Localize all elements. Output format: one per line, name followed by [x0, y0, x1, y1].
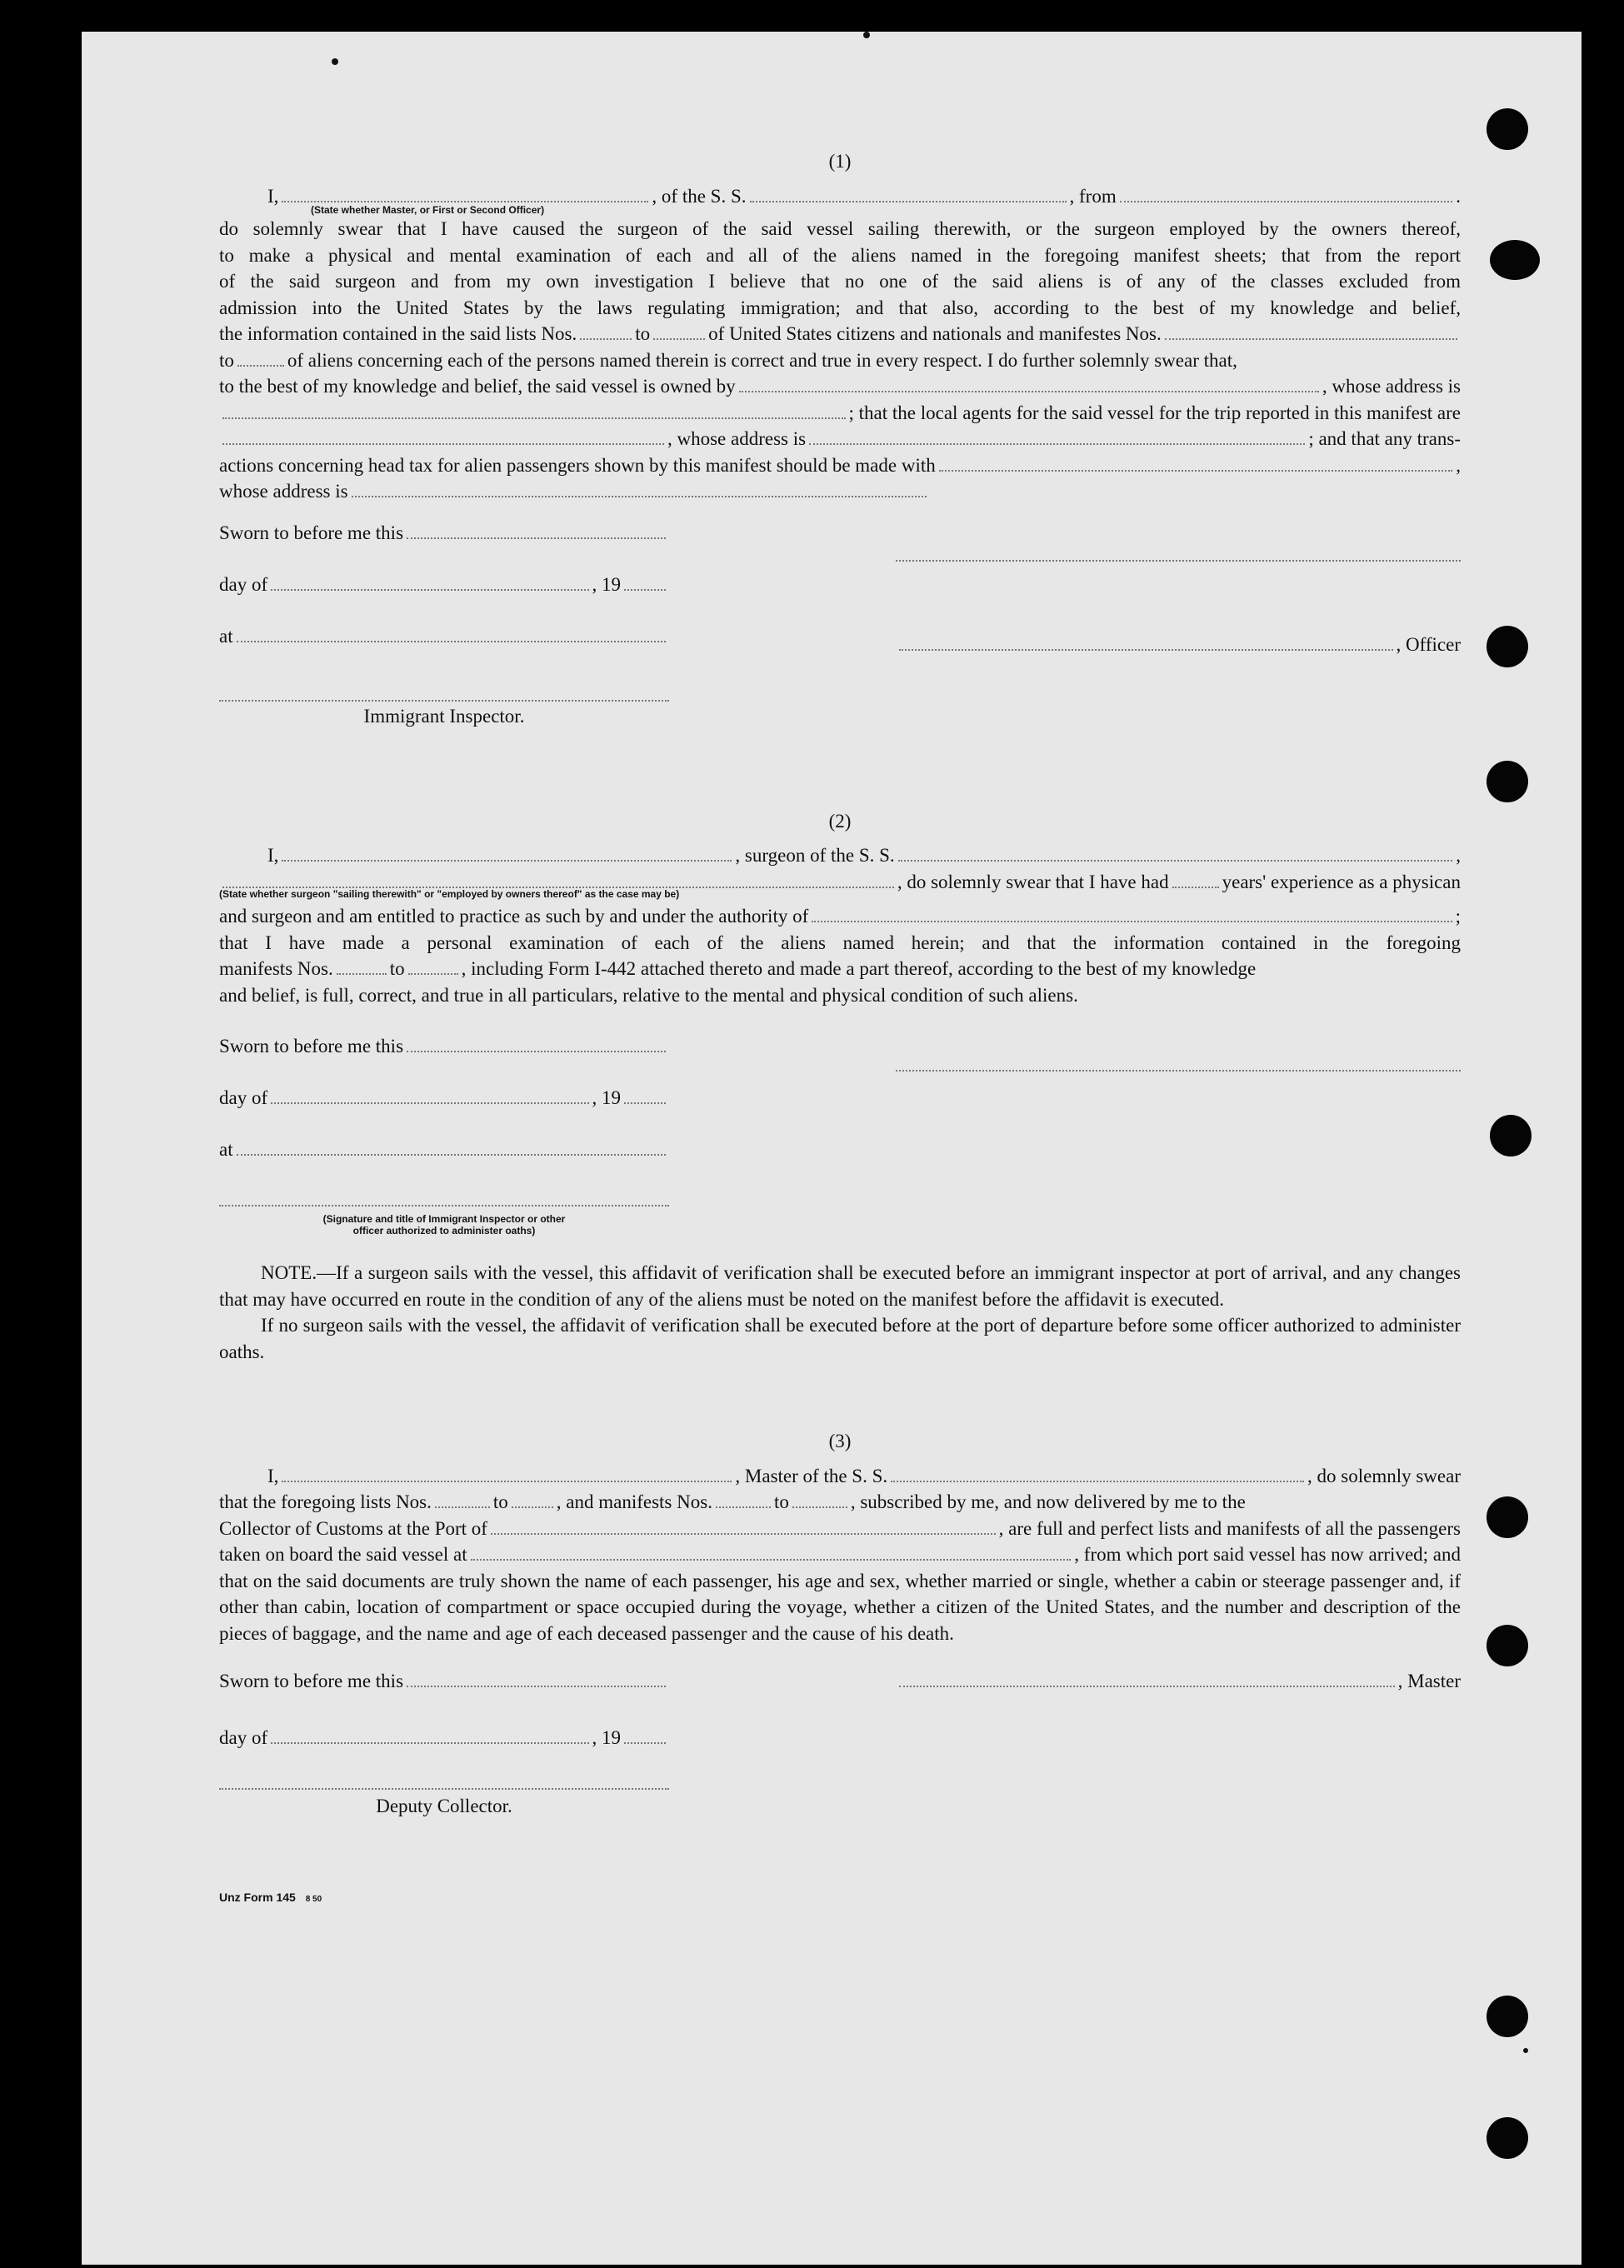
- surgeon-status-field[interactable]: [222, 872, 894, 888]
- year-field[interactable]: [624, 1727, 666, 1744]
- master-signature-field[interactable]: [899, 1671, 1395, 1687]
- address-label: , whose address is: [1322, 376, 1461, 397]
- section-number: (3): [828, 1431, 852, 1451]
- oath-line: to make a physical and mental examination of each and all of the aliens named in the foregoing manifest sheets; that from the report: [219, 244, 1461, 266]
- sworn-label: Sworn to before me this: [219, 522, 404, 543]
- punch-hole: [1487, 1625, 1528, 1666]
- punctuation: ;: [1455, 906, 1461, 927]
- punch-hole: [1490, 240, 1540, 280]
- speck: [863, 32, 870, 38]
- address-label: , whose address is: [667, 428, 807, 449]
- from-port-field[interactable]: [1120, 186, 1453, 202]
- oath-start: I,: [267, 845, 279, 866]
- master-label: , Master: [1397, 1671, 1461, 1691]
- head-tax-address-field[interactable]: [352, 481, 927, 497]
- punch-hole: [1487, 761, 1528, 802]
- oath-line: [219, 452, 1461, 479]
- year-label: , 19: [592, 1727, 621, 1748]
- section-3: [219, 1428, 1461, 1835]
- oath-line: [219, 956, 1461, 982]
- oath-line: [219, 426, 1461, 452]
- oath-body: that on the said documents are truly shown the name of each passenger, his age and sex, whether married or single, whether a cabin or steerage passenger and, if other than cabin, location of compartment or space occupied during the voyage, whether a citizen of the United States, and the number and description of the pieces of baggage, and the name and age of each deceased passenger and the cause of his death.: [219, 1570, 1461, 1644]
- years-field[interactable]: [1172, 872, 1219, 888]
- oath-line: I, , of the S. S. , from .: [219, 183, 1461, 210]
- year-label: , 19: [592, 573, 621, 595]
- officer-note: (State whether Master, or First or Second Officer): [311, 204, 545, 216]
- master-of-label: , Master of the S. S.: [735, 1465, 888, 1486]
- punctuation: ,: [1456, 454, 1461, 476]
- signature-note-line: (Signature and title of Immigrant Inspector or other: [322, 1213, 566, 1225]
- day-line: [219, 1725, 669, 1751]
- year-label: , 19: [592, 1087, 621, 1108]
- section-2: [219, 808, 1461, 1366]
- list-to-field[interactable]: [512, 1491, 553, 1508]
- sworn-label: Sworn to before me this: [219, 1036, 404, 1057]
- day-of-label: day of: [219, 573, 268, 595]
- sworn-date-field[interactable]: [407, 522, 666, 539]
- day-field[interactable]: [271, 1087, 588, 1104]
- signature-area: [219, 1668, 1461, 1835]
- punch-hole: [1490, 1115, 1532, 1156]
- surgeon-of-label: , surgeon of the S. S.: [735, 845, 895, 866]
- list-from-field[interactable]: [580, 323, 632, 340]
- manifests-label: of United States citizens and nationals and manifestes Nos.: [708, 323, 1162, 344]
- inspector-signature-line[interactable]: [219, 1188, 669, 1206]
- oath-line: [219, 1489, 1461, 1516]
- section-number: (1): [828, 151, 852, 172]
- signature-area: [219, 1033, 1461, 1241]
- punch-hole: [1487, 1996, 1528, 2037]
- day-field[interactable]: [271, 574, 588, 591]
- collector-label: Collector of Customs at the Port of: [219, 1517, 487, 1539]
- oath-line: of the said surgeon and from my own investigation I believe that no one of the said aliens is of any of the classes excluded from: [219, 271, 1461, 292]
- list-from-field[interactable]: [435, 1491, 490, 1508]
- vessel-name-field[interactable]: [898, 845, 1453, 862]
- from-port-label: , from which port said vessel has now arrived; and: [1074, 1544, 1461, 1565]
- full-label: , are full and perfect lists and manifests of all the passengers: [998, 1517, 1461, 1539]
- surgeon-name-field[interactable]: [282, 845, 732, 862]
- oath-line: [219, 321, 1461, 347]
- signature-note: [219, 1213, 669, 1236]
- at-field[interactable]: [237, 1139, 666, 1156]
- officer-signature-line[interactable]: [896, 543, 1461, 562]
- aliens-text: of aliens concerning each of the persons named therein is correct and true in every respect. I do further solemnly swear that,: [287, 349, 1237, 371]
- to-label: to: [389, 958, 405, 979]
- officer-name-field[interactable]: [899, 634, 1393, 651]
- transactions-label: ; and that any trans-: [1308, 428, 1461, 449]
- day-of-label: day of: [219, 1727, 268, 1748]
- form-number: Unz Form 145: [219, 1891, 296, 1904]
- punch-hole: [1487, 2117, 1528, 2159]
- to-label: to: [773, 1491, 789, 1512]
- local-agents-label: ; that the local agents for the said vessel for the trip reported in this manifest are: [848, 402, 1461, 423]
- form-id: [219, 1885, 1461, 1913]
- owner-address-field[interactable]: [222, 402, 846, 419]
- collector-signature-line[interactable]: [219, 1771, 669, 1790]
- solemnly-label: , do solemnly swear that I have had: [897, 871, 1169, 892]
- manifest-from-field[interactable]: [1165, 323, 1457, 340]
- manifests-label: , and manifests Nos.: [556, 1491, 712, 1512]
- vessel-name-field[interactable]: [750, 186, 1067, 202]
- oath-line: that I have made a personal examination of each of the aliens named herein; and that the information contained in the foregoing: [219, 932, 1461, 953]
- section-number: (2): [828, 810, 852, 832]
- of-ss-label: , of the S. S.: [652, 185, 747, 207]
- sworn-date-field[interactable]: [407, 1671, 666, 1687]
- port-field[interactable]: [491, 1518, 996, 1535]
- sworn-date-field[interactable]: [407, 1036, 666, 1052]
- form-content: [219, 148, 1461, 1913]
- oath-line: [219, 1541, 1461, 1568]
- year-field[interactable]: [624, 1087, 666, 1104]
- deputy-label: Deputy Collector.: [376, 1796, 512, 1816]
- day-line: [219, 572, 669, 598]
- to-label: to: [219, 349, 234, 371]
- punch-hole: [1487, 108, 1528, 150]
- authority-label: and surgeon and am entitled to practice as such by and under the authority of: [219, 906, 809, 927]
- master-name-field[interactable]: [282, 1466, 732, 1482]
- authority-field[interactable]: [812, 906, 1452, 922]
- at-label: at: [219, 1139, 233, 1160]
- oath-line: and belief, is full, correct, and true in all particulars, relative to the mental and physical condition of such aliens.: [219, 984, 1078, 1006]
- at-field[interactable]: [237, 626, 666, 642]
- oath-start: I,: [267, 1465, 279, 1486]
- owned-by-label: to the best of my knowledge and belief, the said vessel is owned by: [219, 376, 736, 397]
- from-label: , from: [1069, 185, 1117, 207]
- subscribed-label: , subscribed by me, and now delivered by me to the: [850, 1491, 1246, 1512]
- punch-hole: [1487, 626, 1528, 667]
- day-line: [219, 1085, 669, 1112]
- oath-line: [219, 1463, 1461, 1490]
- to-label: to: [492, 1491, 508, 1512]
- manifest-from-field[interactable]: [337, 958, 387, 975]
- oath-line: [219, 347, 1461, 374]
- oath-line: [219, 903, 1461, 930]
- to-label: to: [635, 323, 651, 344]
- officer-field[interactable]: [282, 186, 648, 202]
- punch-hole: [1487, 1496, 1528, 1538]
- day-field[interactable]: [271, 1727, 588, 1744]
- day-of-label: day of: [219, 1087, 268, 1108]
- head-tax-label: actions concerning head tax for alien passengers shown by this manifest should be made with: [219, 454, 936, 476]
- oath-start: I,: [267, 185, 279, 207]
- foregoing-label: that the foregoing lists Nos.: [219, 1491, 432, 1512]
- manifests-label: manifests Nos.: [219, 958, 333, 979]
- form-date: 8 50: [305, 1895, 322, 1904]
- manifest-from-field[interactable]: [716, 1491, 771, 1508]
- note-paragraph: NOTE.—If a surgeon sails with the vessel, this affidavit of verification shall be executed before an immigrant inspector at port of arrival, and any changes that may have occurred en route in the condition of any of the aliens must be noted on the manifest before the affidavit is executed.: [219, 1262, 1461, 1310]
- oath-line: [219, 842, 1461, 869]
- form-page: [82, 32, 1582, 2265]
- years-label: years' experience as a physican: [1222, 871, 1461, 892]
- surgeon-signature-line[interactable]: [896, 1053, 1461, 1072]
- oath-line: [219, 1516, 1461, 1542]
- officer-line: [896, 632, 1461, 658]
- inspector-label: Immigrant Inspector.: [363, 705, 525, 727]
- section-1: [219, 148, 1461, 745]
- lists-label: the information contained in the said lists Nos.: [219, 323, 577, 344]
- list-to-field[interactable]: [653, 323, 705, 340]
- year-field[interactable]: [624, 574, 666, 591]
- oath-line: do solemnly swear that I have caused the surgeon of the said vessel sailing therewith, or the surgeon employed by the owners thereof,: [219, 218, 1461, 239]
- head-tax-field[interactable]: [939, 455, 1453, 472]
- master-line: [896, 1668, 1461, 1695]
- sworn-label: Sworn to before me this: [219, 1671, 404, 1691]
- speck: [332, 58, 338, 65]
- at-label: at: [219, 625, 233, 647]
- sworn-line: [219, 1668, 669, 1695]
- surgeon-note: (State whether surgeon "sailing therewith" or "employed by owners thereof" as the case may be): [219, 888, 680, 900]
- including-text: , including Form I-442 attached thereto and made a part thereof, according to the best of my knowledge: [461, 958, 1257, 979]
- agents-field[interactable]: [222, 428, 664, 445]
- vessel-name-field[interactable]: [891, 1466, 1304, 1482]
- sworn-line: [219, 1033, 669, 1060]
- oath-line: admission into the United States by the laws regulating immigration; and that also, according to the best of my knowledge and belief,: [219, 297, 1461, 318]
- oath-line: [219, 400, 1461, 427]
- at-line: [219, 1136, 669, 1163]
- manifest-to-field[interactable]: [237, 350, 284, 367]
- sworn-line: [219, 520, 669, 547]
- at-line: [219, 623, 669, 650]
- manifest-to-field[interactable]: [792, 1491, 847, 1508]
- solemnly-label: , do solemnly swear: [1307, 1465, 1461, 1486]
- owner-field[interactable]: [739, 376, 1319, 392]
- signature-area: [219, 520, 1461, 745]
- inspector-signature-line[interactable]: [219, 683, 669, 702]
- taken-label: taken on board the said vessel at: [219, 1544, 467, 1565]
- agents-address-field[interactable]: [809, 428, 1305, 445]
- speck: [1523, 2048, 1528, 2053]
- oath-line: [219, 478, 1461, 505]
- note-paragraph: If no surgeon sails with the vessel, the affidavit of verification shall be executed before at the port of departure before some officer authorized to administer oaths.: [219, 1315, 1461, 1362]
- officer-label: , Officer: [1396, 633, 1461, 655]
- manifest-to-field[interactable]: [408, 958, 458, 975]
- departure-port-field[interactable]: [471, 1544, 1072, 1561]
- address-label: whose address is: [219, 481, 348, 502]
- oath-line: [219, 373, 1461, 400]
- punctuation: ,: [1456, 845, 1461, 866]
- signature-note-line: officer authorized to administer oaths): [352, 1225, 536, 1236]
